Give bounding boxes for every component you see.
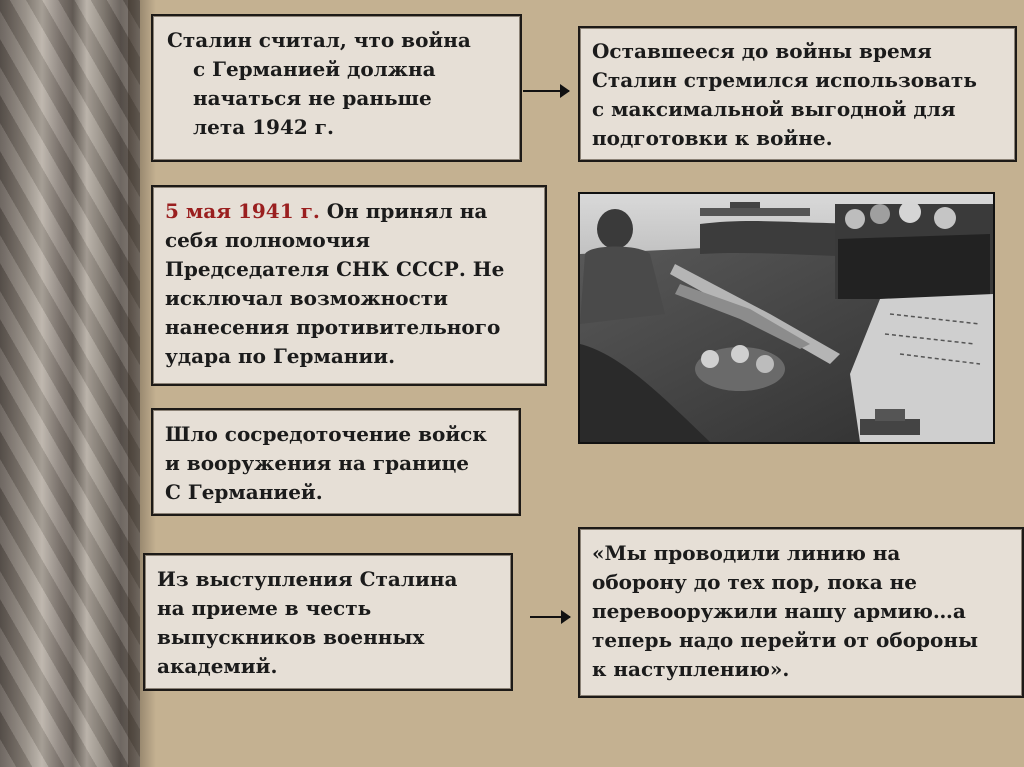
- box-remaining-time: [578, 26, 1017, 162]
- text-line: С Германией.: [165, 480, 323, 504]
- text-line: подготовки к войне.: [592, 126, 833, 150]
- text-line: себя полномочия: [165, 228, 370, 252]
- text-line: Шло сосредоточение войск: [165, 422, 487, 446]
- text-line: перевооружили нашу армию…а: [592, 599, 966, 623]
- text-line: Оставшееся до войны время: [592, 39, 932, 63]
- photo-illustration: [580, 194, 993, 442]
- text-line: оборону до тех пор, пока не: [592, 570, 917, 594]
- text-line: начаться не раньше: [193, 86, 432, 110]
- text-line: теперь надо перейти от обороны: [592, 628, 979, 652]
- box-stalin-speech-source: [143, 553, 513, 691]
- box-stalin-opinion: [151, 14, 522, 162]
- text-line: «Мы проводили линию на: [592, 541, 901, 565]
- text-line: Председателя СНК СССР. Не: [165, 257, 505, 281]
- text-line: с Германией должна: [193, 57, 436, 81]
- text-line: Сталин стремился использовать: [592, 68, 977, 92]
- box-may-1941: [151, 185, 547, 386]
- text-line: Из выступления Сталина: [157, 567, 458, 591]
- arrow-right-icon: [530, 616, 570, 618]
- text-line: на приеме в честь: [157, 596, 372, 620]
- text-line: с максимальной выгодной для: [592, 97, 956, 121]
- historical-photo-collage: [578, 192, 995, 444]
- text-line: Сталин считал, что война: [167, 28, 471, 52]
- text-line: нанесения противительного: [165, 315, 501, 339]
- text-line: удара по Германии.: [165, 344, 396, 368]
- text-line: лета 1942 г.: [193, 115, 334, 139]
- text-line: и вооружения на границе: [165, 451, 470, 475]
- box-stalin-quote: [578, 527, 1024, 698]
- highlighted-date: 5 мая 1941 г.: [165, 199, 320, 223]
- text-line: выпускников военных: [157, 625, 425, 649]
- text-span: Он принял на: [319, 199, 488, 223]
- text-line: академий.: [157, 654, 278, 678]
- arrow-right-icon: [523, 90, 569, 92]
- text-line: к наступлению».: [592, 657, 790, 681]
- box-troop-concentration: [151, 408, 521, 516]
- text-line: исключал возможности: [165, 286, 449, 310]
- text-line: [165, 197, 537, 226]
- decorative-left-band: [0, 0, 140, 767]
